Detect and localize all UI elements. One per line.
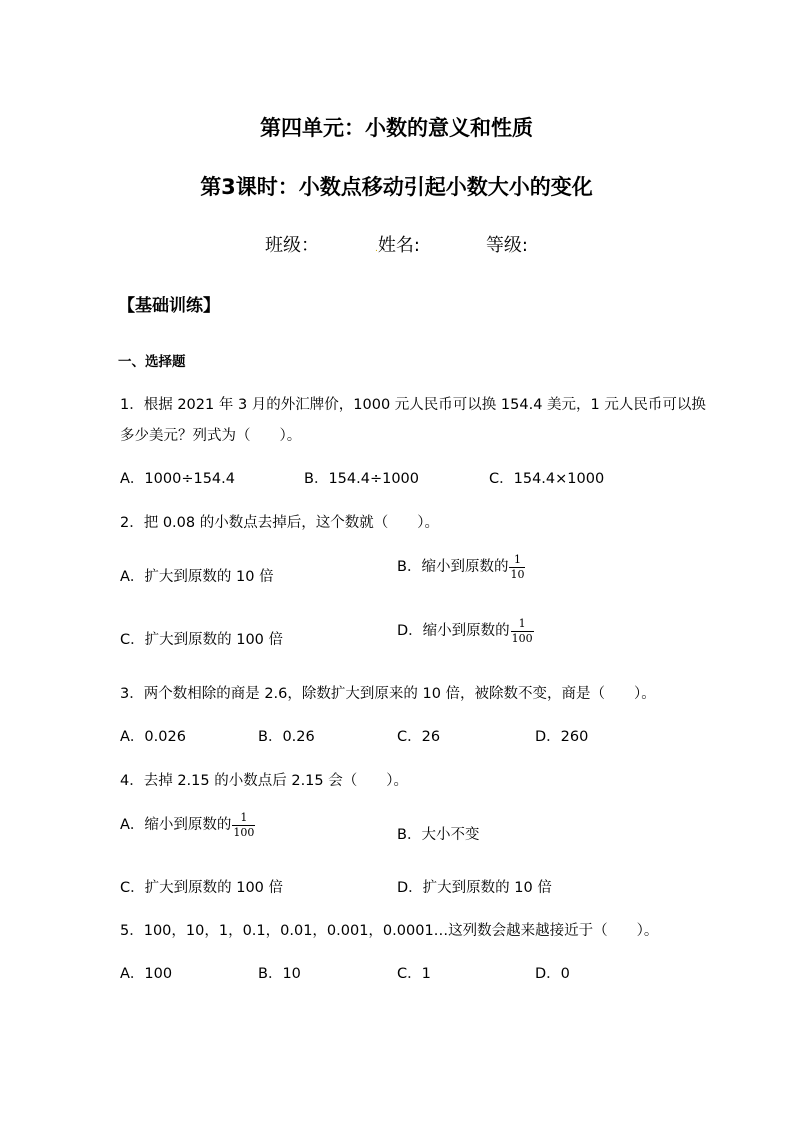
question-4-option-a xyxy=(120,812,255,838)
question-5-option-d: D．0 xyxy=(535,966,570,982)
question-1-line-2: 多少美元？列式为（ ）。 xyxy=(120,428,302,444)
name-label: 姓名: xyxy=(377,235,420,256)
question-5-option-c: C．1 xyxy=(397,966,431,982)
question-1-option-b: B．154.4÷1000 xyxy=(304,471,420,487)
question-1-option-a: A．1000÷154.4 xyxy=(120,471,235,487)
question-3-option-a: A．0.026 xyxy=(120,729,186,745)
question-5-line-1: 5．100，10，1，0.1，0.01，0.001，0.0001…这列数会越来越接近于（ ）。 xyxy=(120,923,659,939)
question-2-option-b-text: B．缩小到原数的 xyxy=(397,559,509,576)
student-info-line xyxy=(0,231,793,257)
question-2-option-d xyxy=(397,618,534,644)
question-1-line-1: 1．根据 2021 年 3 月的外汇牌价，1000 元人民币可以换 154.4 美元，1 元人民币可以换 xyxy=(120,397,706,413)
question-1-option-c: C．154.4×1000 xyxy=(489,471,605,487)
question-2-option-b xyxy=(397,554,525,580)
question-2-option-c: C．扩大到原数的 100 倍 xyxy=(120,632,284,648)
section-subtitle: 一、选择题 xyxy=(118,354,186,370)
question-3-option-d: D．260 xyxy=(535,729,589,745)
grade-label: 等级: xyxy=(485,235,529,256)
question-2-line-1: 2．把 0.08 的小数点去掉后，这个数就（ ）。 xyxy=(120,515,439,531)
question-5-option-b: B．10 xyxy=(258,966,301,982)
question-2-option-d-text: D．缩小到原数的 xyxy=(397,623,510,640)
question-4-option-a-text: A．缩小到原数的 xyxy=(120,817,232,834)
marker-dot: . xyxy=(374,244,378,254)
question-3-line-1: 3．两个数相除的商是 2.6，除数扩大到原来的 10 倍，被除数不变，商是（ ）。 xyxy=(120,686,656,702)
question-4-option-d: D．扩大到原数的 10 倍 xyxy=(397,880,552,896)
question-4-option-c: C．扩大到原数的 100 倍 xyxy=(120,880,284,896)
question-5-option-a: A．100 xyxy=(120,966,173,982)
fraction-one-hundredth: $\frac{1}{100}$ xyxy=(511,617,533,645)
question-4-option-b: B．大小不变 xyxy=(397,827,480,843)
fraction-one-hundredth: $\frac{1}{100}$ xyxy=(233,811,255,839)
class-label: 班级： xyxy=(264,235,319,256)
question-2-option-a: A．扩大到原数的 10 倍 xyxy=(120,569,274,585)
question-3-option-b: B．0.26 xyxy=(258,729,315,745)
section-title: 【基础训练】 xyxy=(118,296,220,316)
question-4-line-1: 4．去掉 2.15 的小数点后 2.15 会（ ）。 xyxy=(120,773,408,789)
lesson-title: 第3课时：小数点移动引起小数大小的变化 xyxy=(200,175,593,199)
question-3-option-c: C．26 xyxy=(397,729,441,745)
unit-title: 第四单元：小数的意义和性质 xyxy=(260,116,533,140)
fraction-one-tenth: $\frac{1}{10}$ xyxy=(510,553,525,581)
